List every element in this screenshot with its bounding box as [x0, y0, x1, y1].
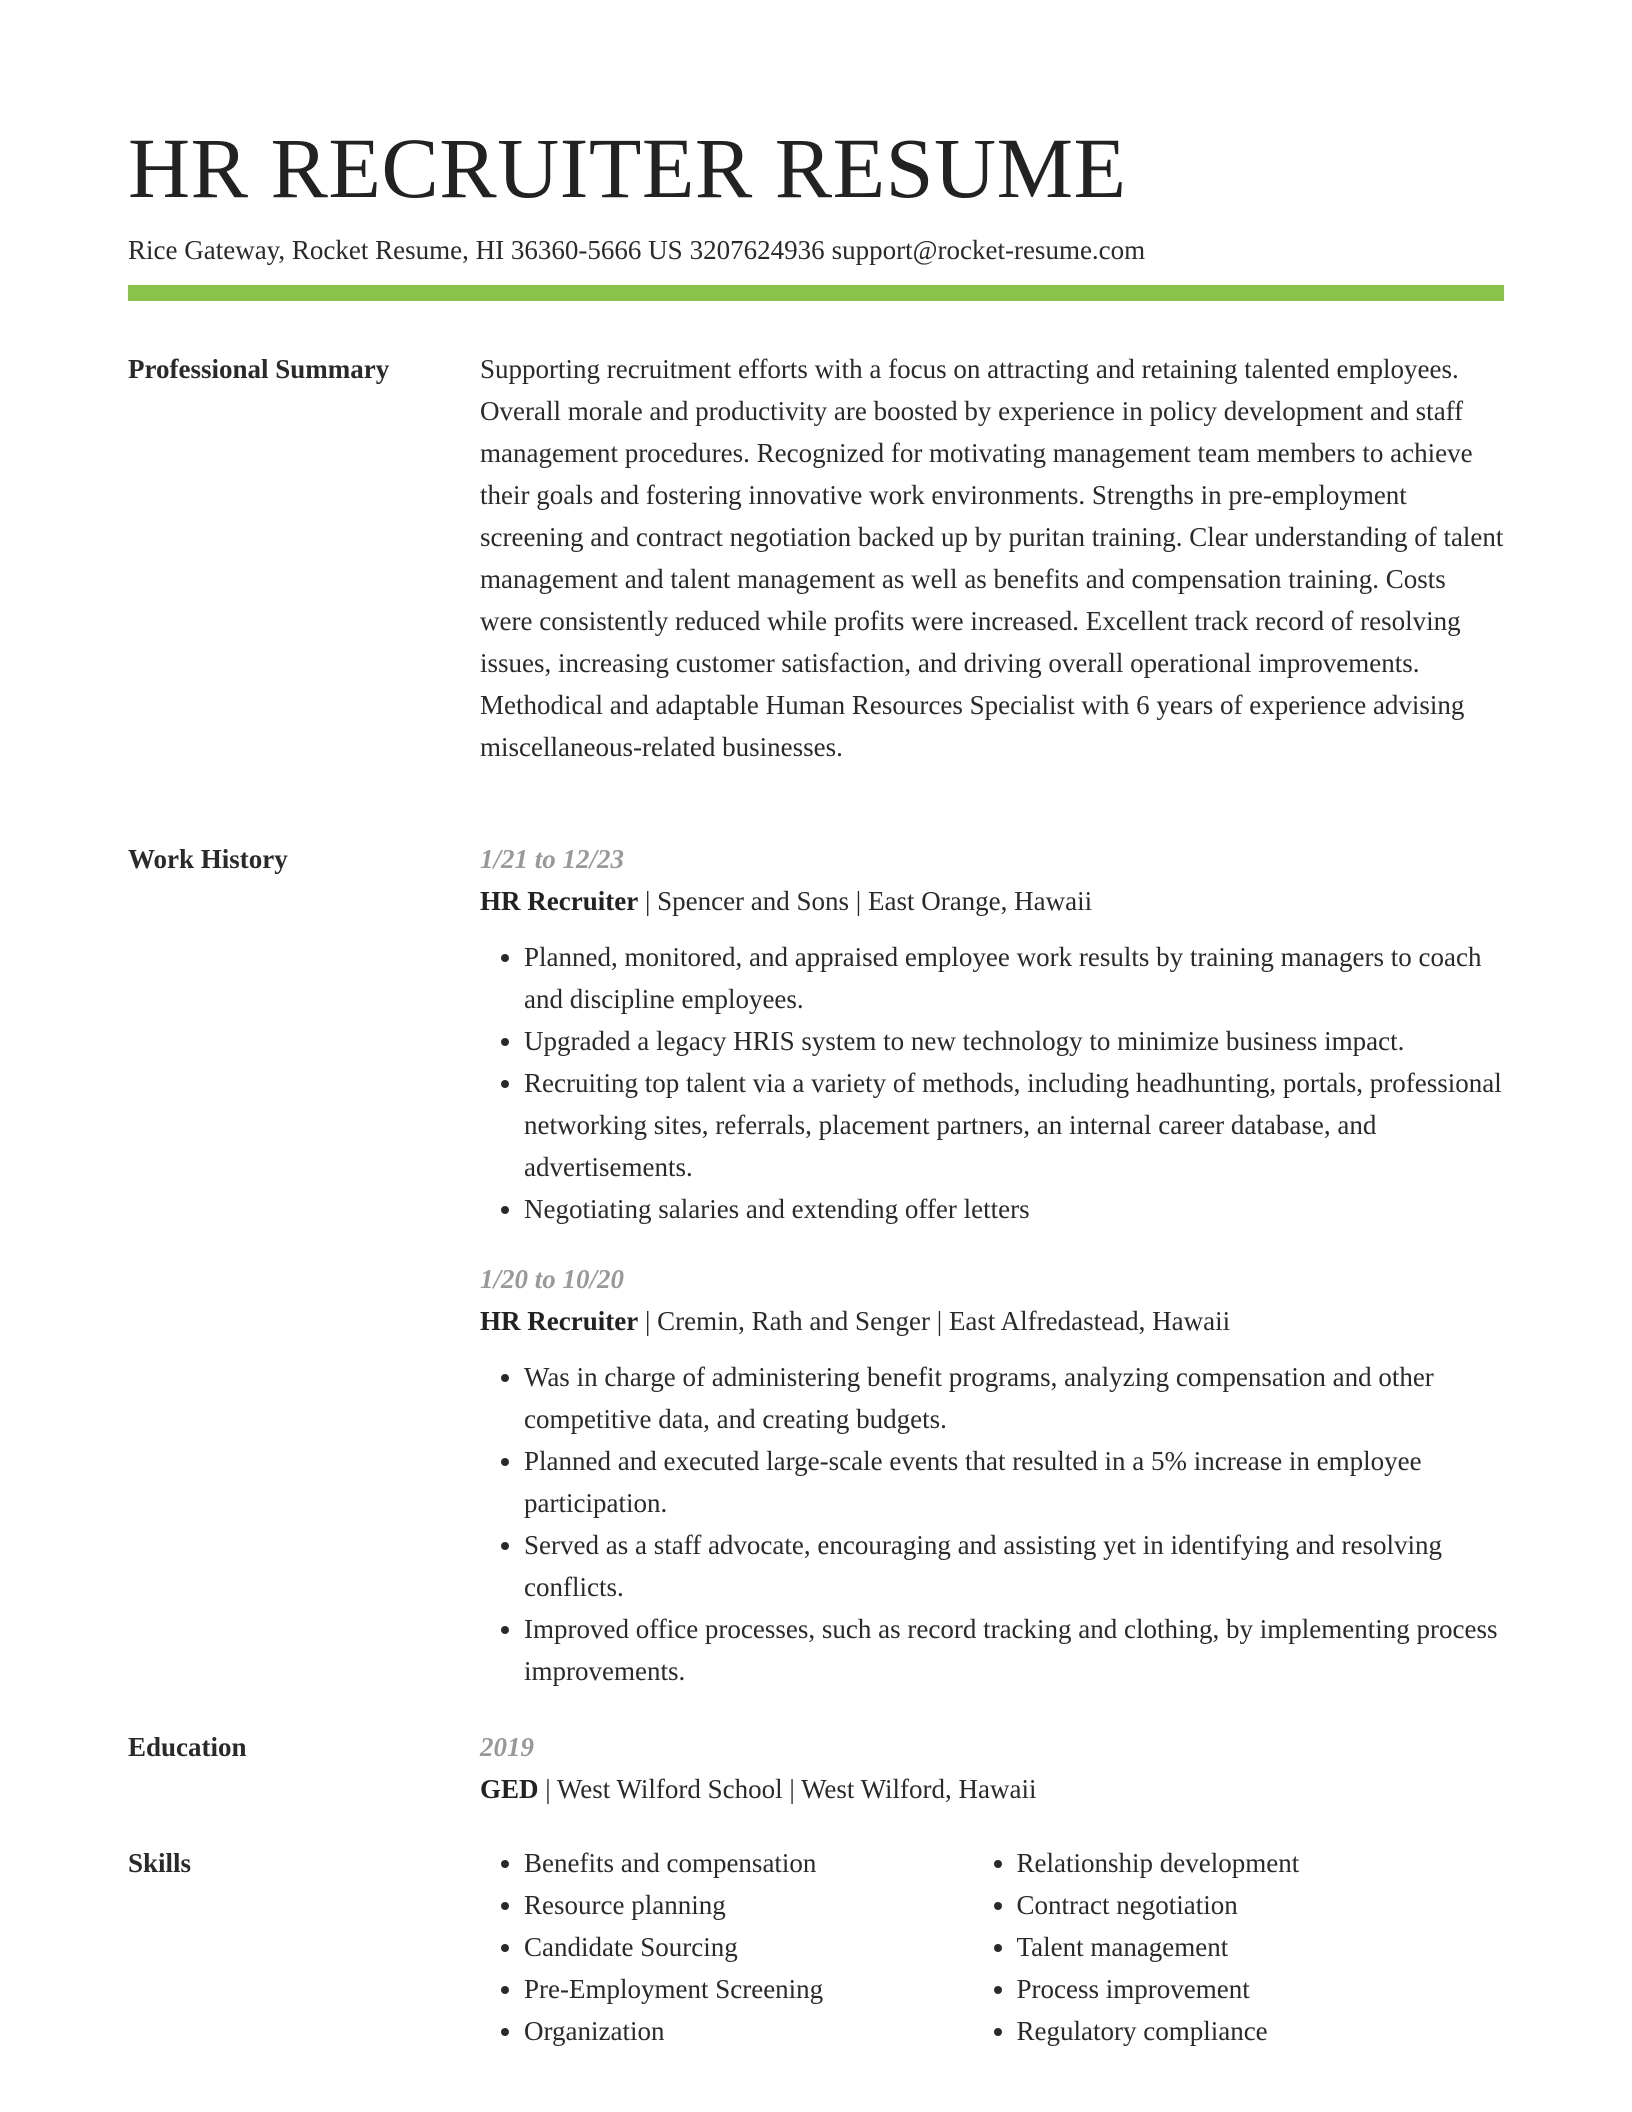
education-details: | West Wilford School | West Wilford, Hawaii	[538, 1774, 1037, 1804]
job-entry	[480, 1258, 1504, 1692]
job-bullet: • Planned, monitored, and appraised employee work results by training managers to coach and discipline employees.	[524, 936, 1504, 1020]
skill-item: • Candidate Sourcing	[524, 1926, 973, 1968]
skill-item: • Relationship development	[1017, 1842, 1505, 1884]
skill-item: • Contract negotiation	[1017, 1884, 1505, 1926]
education-line	[480, 1768, 1504, 1810]
job-title-line	[480, 880, 1504, 922]
job-bullets	[480, 936, 1504, 1230]
skill-item: • Pre-Employment Screening	[524, 1968, 973, 2010]
skill-item: • Process improvement	[1017, 1968, 1505, 2010]
skill-item: • Organization	[524, 2010, 973, 2052]
skills-column-2	[973, 1842, 1505, 2052]
job-entry	[480, 838, 1504, 1230]
header-divider	[128, 285, 1504, 301]
contact-line	[128, 232, 1145, 268]
job-bullet: • Negotiating salaries and extending offer letters	[524, 1188, 1504, 1230]
skill-item: • Regulatory compliance	[1017, 2010, 1505, 2052]
job-bullet: • Improved office processes, such as record tracking and clothing, by implementing process improvements.	[524, 1608, 1504, 1692]
job-bullet: • Planned and executed large-scale events that resulted in a 5% increase in employee participation.	[524, 1440, 1504, 1524]
work-history-label: Work History	[128, 844, 288, 874]
summary-body	[480, 348, 1504, 768]
contact-email: support@rocket-resume.com	[831, 235, 1146, 265]
job-details: | Cremin, Rath and Senger | East Alfredastead, Hawaii	[638, 1306, 1231, 1336]
job-dates: 1/20 to 10/20	[480, 1264, 625, 1294]
skill-item: • Talent management	[1017, 1926, 1505, 1968]
job-details: | Spencer and Sons | East Orange, Hawaii	[638, 886, 1093, 916]
skills-column-1	[480, 1842, 973, 2052]
summary-label: Professional Summary	[128, 354, 390, 384]
contact-address: Rice Gateway, Rocket Resume, HI 36360-5666 US	[128, 235, 683, 265]
job-title-line	[480, 1300, 1504, 1342]
education-body	[480, 1726, 1504, 1810]
work-history-body	[480, 838, 1504, 1692]
education-label: Education	[128, 1732, 247, 1762]
skill-item: • Benefits and compensation	[524, 1842, 973, 1884]
skill-item: • Resource planning	[524, 1884, 973, 1926]
education-year: 2019	[480, 1732, 534, 1762]
job-title: HR Recruiter	[480, 886, 639, 916]
contact-phone: 3207624936	[689, 235, 825, 265]
job-bullet: • Upgraded a legacy HRIS system to new technology to minimize business impact.	[524, 1020, 1504, 1062]
job-dates: 1/21 to 12/23	[480, 844, 625, 874]
skills-body	[480, 1842, 1504, 2052]
resume-title: HR RECRUITER RESUME	[128, 120, 1127, 216]
job-bullets	[480, 1356, 1504, 1692]
skills-label: Skills	[128, 1848, 192, 1878]
job-bullet: • Was in charge of administering benefit programs, analyzing compensation and other competitive data, and creating budgets.	[524, 1356, 1504, 1440]
skills-columns	[480, 1842, 1504, 2052]
job-title: HR Recruiter	[480, 1306, 639, 1336]
summary-text: Supporting recruitment efforts with a focus on attracting and retaining talented employees. Overall morale and productivity are boosted by experience in policy development and staff management procedures. Recognized for motivating management team members to achieve their goals and fostering innovative work environments. Strengths in pre-employment screening and contract negotiation backed up by puritan training. Clear understanding of talent management and talent management as well as benefits and compensation training. Costs were consistently reduced while profits were increased. Excellent track record of resolving issues, increasing customer satisfaction, and driving overall operational improvements. Methodical and adaptable Human Resources Specialist with 6 years of experience advising miscellaneous-related businesses.	[480, 354, 1504, 762]
education-degree: GED	[480, 1774, 539, 1804]
job-bullet: • Served as a staff advocate, encouraging and assisting yet in identifying and resolving conflicts.	[524, 1524, 1504, 1608]
job-bullet: • Recruiting top talent via a variety of methods, including headhunting, portals, professional networking sites, referrals, placement partners, an internal career database, and advertisements.	[524, 1062, 1504, 1188]
